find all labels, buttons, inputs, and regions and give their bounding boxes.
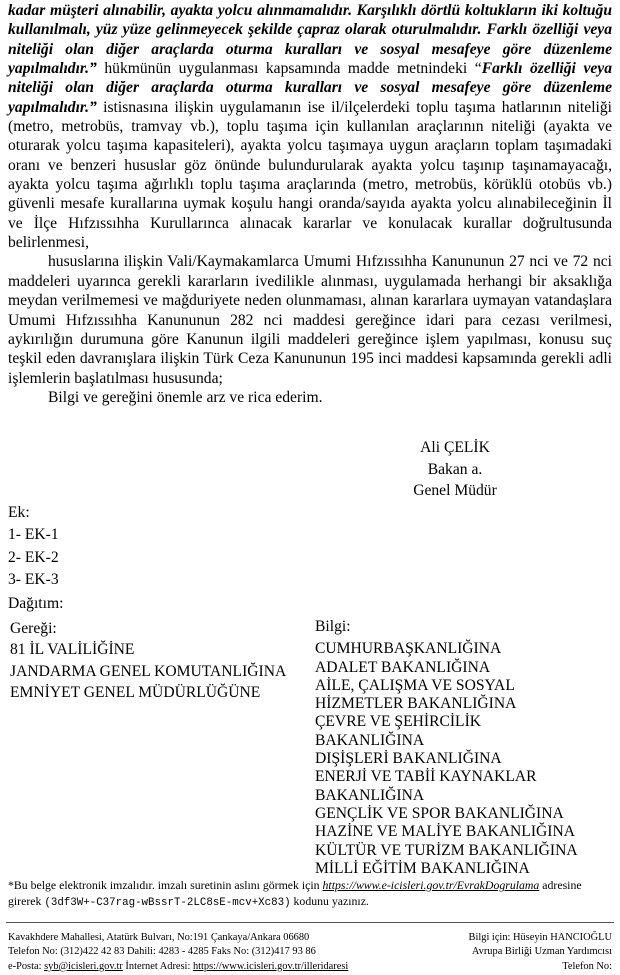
paragraph-provision bbox=[8, 1, 612, 252]
distribution-bilgi-column bbox=[315, 618, 578, 878]
footnote-run: kodunu yazınız. bbox=[290, 893, 369, 908]
footer-email-link[interactable]: syb@icisleri.gov.tr bbox=[44, 960, 123, 972]
paragraph-instructions: hususlarına ilişkin Vali/Kaymakamlarca Umumi Hıfzıssıhha Kanununun 27 nci ve 72 nci maddeleri uyarınca gerekli kararların ivedilikle alınması, uygulamada herhangi bir aksaklığa meydan verilmemesi ve mağduriyete neden olunmaması, alınan kararlara uymayan vatandaşlara Umumi Hıfzıssıhha Kanununun 282 nci maddesi gereğince idari para cezası verilmesi, aykırılığın durumuna göre Kanunun ilgili maddeleri gereğince işlem yapılması, konusu suç teşkil eden davranışlara ilişkin Türk Ceza Kanununun 195 inci maddesi kapsamında gerekli adli işlemlerin başlatılması hususunda; bbox=[8, 253, 612, 387]
bilgi-line: MİLLİ EĞİTİM BAKANLIĞINA bbox=[315, 859, 530, 877]
verification-url-link[interactable]: https://www.e-icisleri.gov.tr/EvrakDogrulama bbox=[322, 878, 540, 892]
geregi-item: 81 İL VALİLİĞİNE bbox=[10, 641, 135, 659]
bilgi-line: ENERJİ VE TABİİ KAYNAKLAR bbox=[315, 768, 537, 786]
signature-block bbox=[372, 437, 538, 502]
page-footer bbox=[8, 931, 612, 974]
signatory-name: Ali ÇELİK bbox=[420, 439, 490, 456]
footer-website-link[interactable]: https://www.icisleri.gov.tr/illeridaresi bbox=[192, 960, 349, 972]
attachment-item: 3- EK-3 bbox=[8, 571, 59, 589]
bilgi-line: GENÇLİK VE SPOR BAKANLIĞINA bbox=[315, 804, 564, 822]
attachment-item: 1- EK-1 bbox=[8, 526, 59, 544]
footer-contact-person: Bilgi için: Hüseyin HANCIOĞLU bbox=[468, 932, 612, 943]
footer-internet-label: İnternet Adresi: bbox=[122, 960, 193, 972]
bilgi-line: BAKANLIĞINA bbox=[315, 731, 425, 749]
signatory-onbehalf: Bakan a. bbox=[427, 460, 483, 478]
bilgi-line: HİZMETLER BAKANLIĞINA bbox=[315, 695, 517, 713]
closing-sentence: Bilgi ve gereğini önemle arz ve rica ederim. bbox=[48, 388, 323, 406]
footer-contact-right bbox=[469, 931, 612, 974]
footer-contact-phone: Telefon No: bbox=[562, 960, 612, 972]
footnote-run: adresine girerek bbox=[8, 878, 582, 908]
body-run: istisnasına ilişkin uygulamanın ise il/ilçelerdeki toplu taşıma hatlarının niteliği (metro, metrobüs, tramvay vb.), toplu taşıma için kullanılan araçlarının niteliği (ayakta ve oturarak yolcu taşıma kapasiteleri), ayakta yolcu taşımaya uygun araçların toplam taşımadaki oranı ve benzeri hususlar göz önünde bulundurularak ayakta yolcu taşınıp taşınamayacağı, ayakta yolcu taşıma ağırlıklı toplu taşıma araçlarında (metro, metrobüs, körüklü otobüs vb.) güvenli mesafe kurallarına uymak koşulu hangi oranda/sayıda ayakta yolcu alınabileceğinin İl ve İlçe Hıfzıssıhha Kurullarınca alınacak kararlar ve konulacak kurallar doğrultusunda belirlenmesi, bbox=[8, 98, 612, 252]
attachments-block bbox=[8, 502, 59, 592]
bilgi-line: DIŞİŞLERİ BAKANLIĞINA bbox=[315, 750, 502, 768]
bilgi-line: CUMHURBAŞKANLIĞINA bbox=[315, 640, 502, 658]
footer-contact-left bbox=[8, 931, 348, 974]
letter-body bbox=[8, 1, 612, 407]
footer-contact-title: Avrupa Birliği Uzman Yardımcısı bbox=[471, 946, 612, 958]
attachment-item: 2- EK-2 bbox=[8, 548, 59, 566]
signatory-title: Genel Müdür bbox=[413, 482, 497, 499]
footer-email-label: e-Posta: bbox=[8, 960, 45, 972]
bilgi-label: Bilgi: bbox=[315, 618, 351, 635]
verification-code: (3df3W+-C37rag-wBssrT-2LC8sE-mcv+Xc83) bbox=[44, 896, 291, 909]
bilgi-line: AİLE, ÇALIŞMA VE SOSYAL bbox=[315, 676, 515, 694]
bilgi-line: BAKANLIĞINA bbox=[315, 786, 425, 804]
bilgi-line: KÜLTÜR VE TURİZM BAKANLIĞINA bbox=[315, 841, 578, 859]
geregi-item: EMNİYET GENEL MÜDÜRLÜĞÜNE bbox=[10, 684, 261, 702]
attachments-label: Ek: bbox=[8, 504, 30, 521]
footnote-run: *Bu belge elektronik imzalıdır. imzalı suretinin aslını görmek için bbox=[8, 878, 323, 892]
footer-links-line bbox=[8, 960, 348, 974]
distribution-geregi-column bbox=[10, 618, 286, 704]
quoted-rule-text: kadar müşteri alınabilir, ayakta yolcu alınmamalıdır. Karşılıklı dörtlü koltukların iki koltuğu kullanılmalı, yüz yüze gelinmeyecek şekilde çapraz olarak oturulmalıdır. Farklı özelliği veya niteliği olan diğer araçlarda oturma kuralları ve sosyal mesafeye göre düzenleme yapılmalıdır.” bbox=[8, 2, 612, 78]
bilgi-line: ADALET BAKANLIĞINA bbox=[315, 658, 491, 676]
esignature-footnote bbox=[8, 878, 614, 911]
body-run: hükmünün uygulanması kapsamında madde metnindeki “ bbox=[96, 60, 482, 78]
quoted-exception-text: Farklı özelliği veya niteliği olan diğer araçlarda oturma kuralları ve sosyal mesafeye göre düzenleme yapılmalıdır.” bbox=[8, 60, 613, 116]
footer-address: Kavakhdere Mahallesi, Atatürk Bulvarı, No:191 Çankaya/Ankara 06680 bbox=[8, 932, 310, 943]
geregi-label: Gereği: bbox=[10, 620, 57, 637]
footer-divider bbox=[6, 922, 614, 923]
footer-phone: Telefon No: (312)422 42 83 Dahili: 4283 - 4285 Faks No: (312)417 93 86 bbox=[8, 946, 316, 958]
distribution-label: Dağıtım: bbox=[8, 595, 64, 612]
geregi-item: JANDARMA GENEL KOMUTANLIĞINA bbox=[10, 662, 287, 680]
bilgi-line: HAZİNE VE MALİYE BAKANLIĞINA bbox=[315, 823, 575, 841]
bilgi-line: ÇEVRE VE ŞEHİRCİLİK bbox=[315, 713, 482, 731]
